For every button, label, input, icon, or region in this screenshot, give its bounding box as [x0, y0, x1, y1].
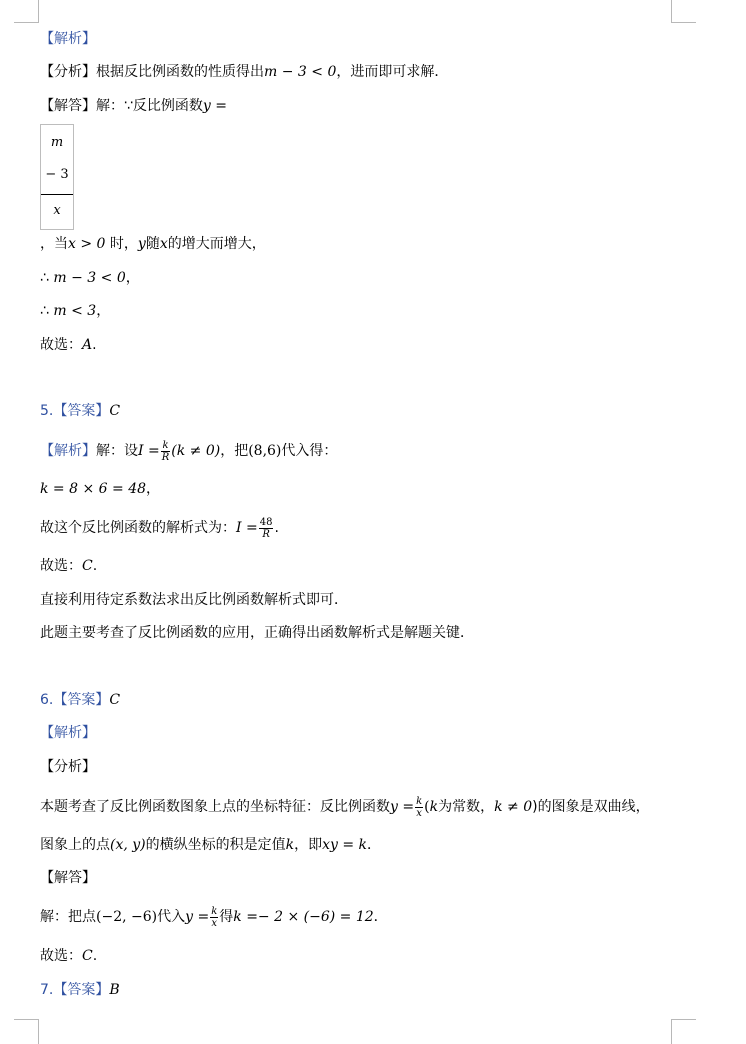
q4-step2: ∴ m < 3， — [40, 303, 111, 319]
fraction-k-over-x-2: $\frac{k}{x}$ — [211, 905, 218, 929]
q5-note-summary: 此题主要考查了反比例函数的应用，正确得出函数解析式是解题关键． — [40, 625, 474, 641]
q5-calculation: k = 8 × 6 = 48， — [40, 481, 161, 497]
fraction-k-over-R: $\frac{k}{R}$ — [161, 439, 170, 463]
fraction-bar — [41, 194, 73, 195]
q6-jiexi-heading: 【解析】 — [40, 725, 96, 741]
q6-analysis-text-2: 图象上的点(x, y)的横纵坐标的积是定值k，即xy = k． — [40, 837, 382, 853]
fraction-48-over-R: $\frac{48}{R}$ — [259, 516, 273, 540]
fraction-k-over-x: $\frac{k}{x}$ — [416, 795, 423, 819]
answer-value: B — [109, 982, 120, 998]
crop-mark-bottom-left — [14, 1019, 39, 1044]
fraction-m: m — [50, 135, 64, 150]
q6-choice: 故选：C. — [40, 948, 98, 964]
q5-analysis: 【解析】解：设I = $\frac{k}{R}$ (k ≠ 0)，把(8,6)代入得： — [40, 439, 338, 463]
answer-value: C — [109, 403, 121, 419]
q6-answer: 6.【答案】C — [40, 692, 121, 708]
solution-label: 【解答】 — [40, 98, 96, 114]
q6-solution-heading: 【解答】 — [40, 870, 96, 886]
q6-analysis-text-1: 本题考查了反比例函数图象上点的坐标特征：反比例函数y = $\frac{k}{x}$ (k为常数，k ≠ 0)的图象是双曲线， — [40, 795, 650, 819]
q6-solution-calc: 解：把点(−2, −6)代入y = $\frac{k}{x}$ 得k =− 2 × (−6) = 12． — [40, 905, 388, 929]
q4-jiexi-heading: 【解析】 — [40, 31, 96, 47]
q5-result: 故这个反比例函数的解析式为：I = $\frac{48}{R}$ . — [40, 516, 279, 540]
stacked-fraction-box — [40, 124, 74, 230]
q4-step1: ∴ m − 3 < 0， — [40, 270, 140, 286]
question-number: 6. — [40, 692, 54, 708]
q4-condition: ，当x > 0 时，y随x的增大而增大， — [40, 236, 266, 252]
analysis-label: 【分析】 — [40, 64, 96, 80]
question-number: 7. — [40, 982, 54, 998]
fraction-x: x — [53, 203, 61, 218]
q4-solution-intro: 【解答】解：∵反比例函数y = — [40, 98, 228, 114]
crop-mark-top-right — [671, 0, 696, 23]
q4-analysis: 【分析】根据反比例函数的性质得出m − 3 < 0，进而即可求解． — [40, 64, 449, 80]
q6-analysis-heading: 【分析】 — [40, 759, 96, 775]
q7-answer: 7.【答案】B — [40, 982, 120, 998]
crop-mark-top-left — [14, 0, 39, 23]
q4-choice: 故选：A. — [40, 337, 97, 353]
q5-answer: 5.【答案】C — [40, 403, 121, 419]
q5-note-method: 直接利用待定系数法求出反比例函数解析式即可． — [40, 592, 348, 608]
question-number: 5. — [40, 403, 54, 419]
answer-value: C — [109, 692, 121, 708]
fraction-minus-3: − 3 — [45, 167, 69, 182]
q5-choice: 故选：C. — [40, 558, 98, 574]
crop-mark-bottom-right — [671, 1019, 696, 1044]
